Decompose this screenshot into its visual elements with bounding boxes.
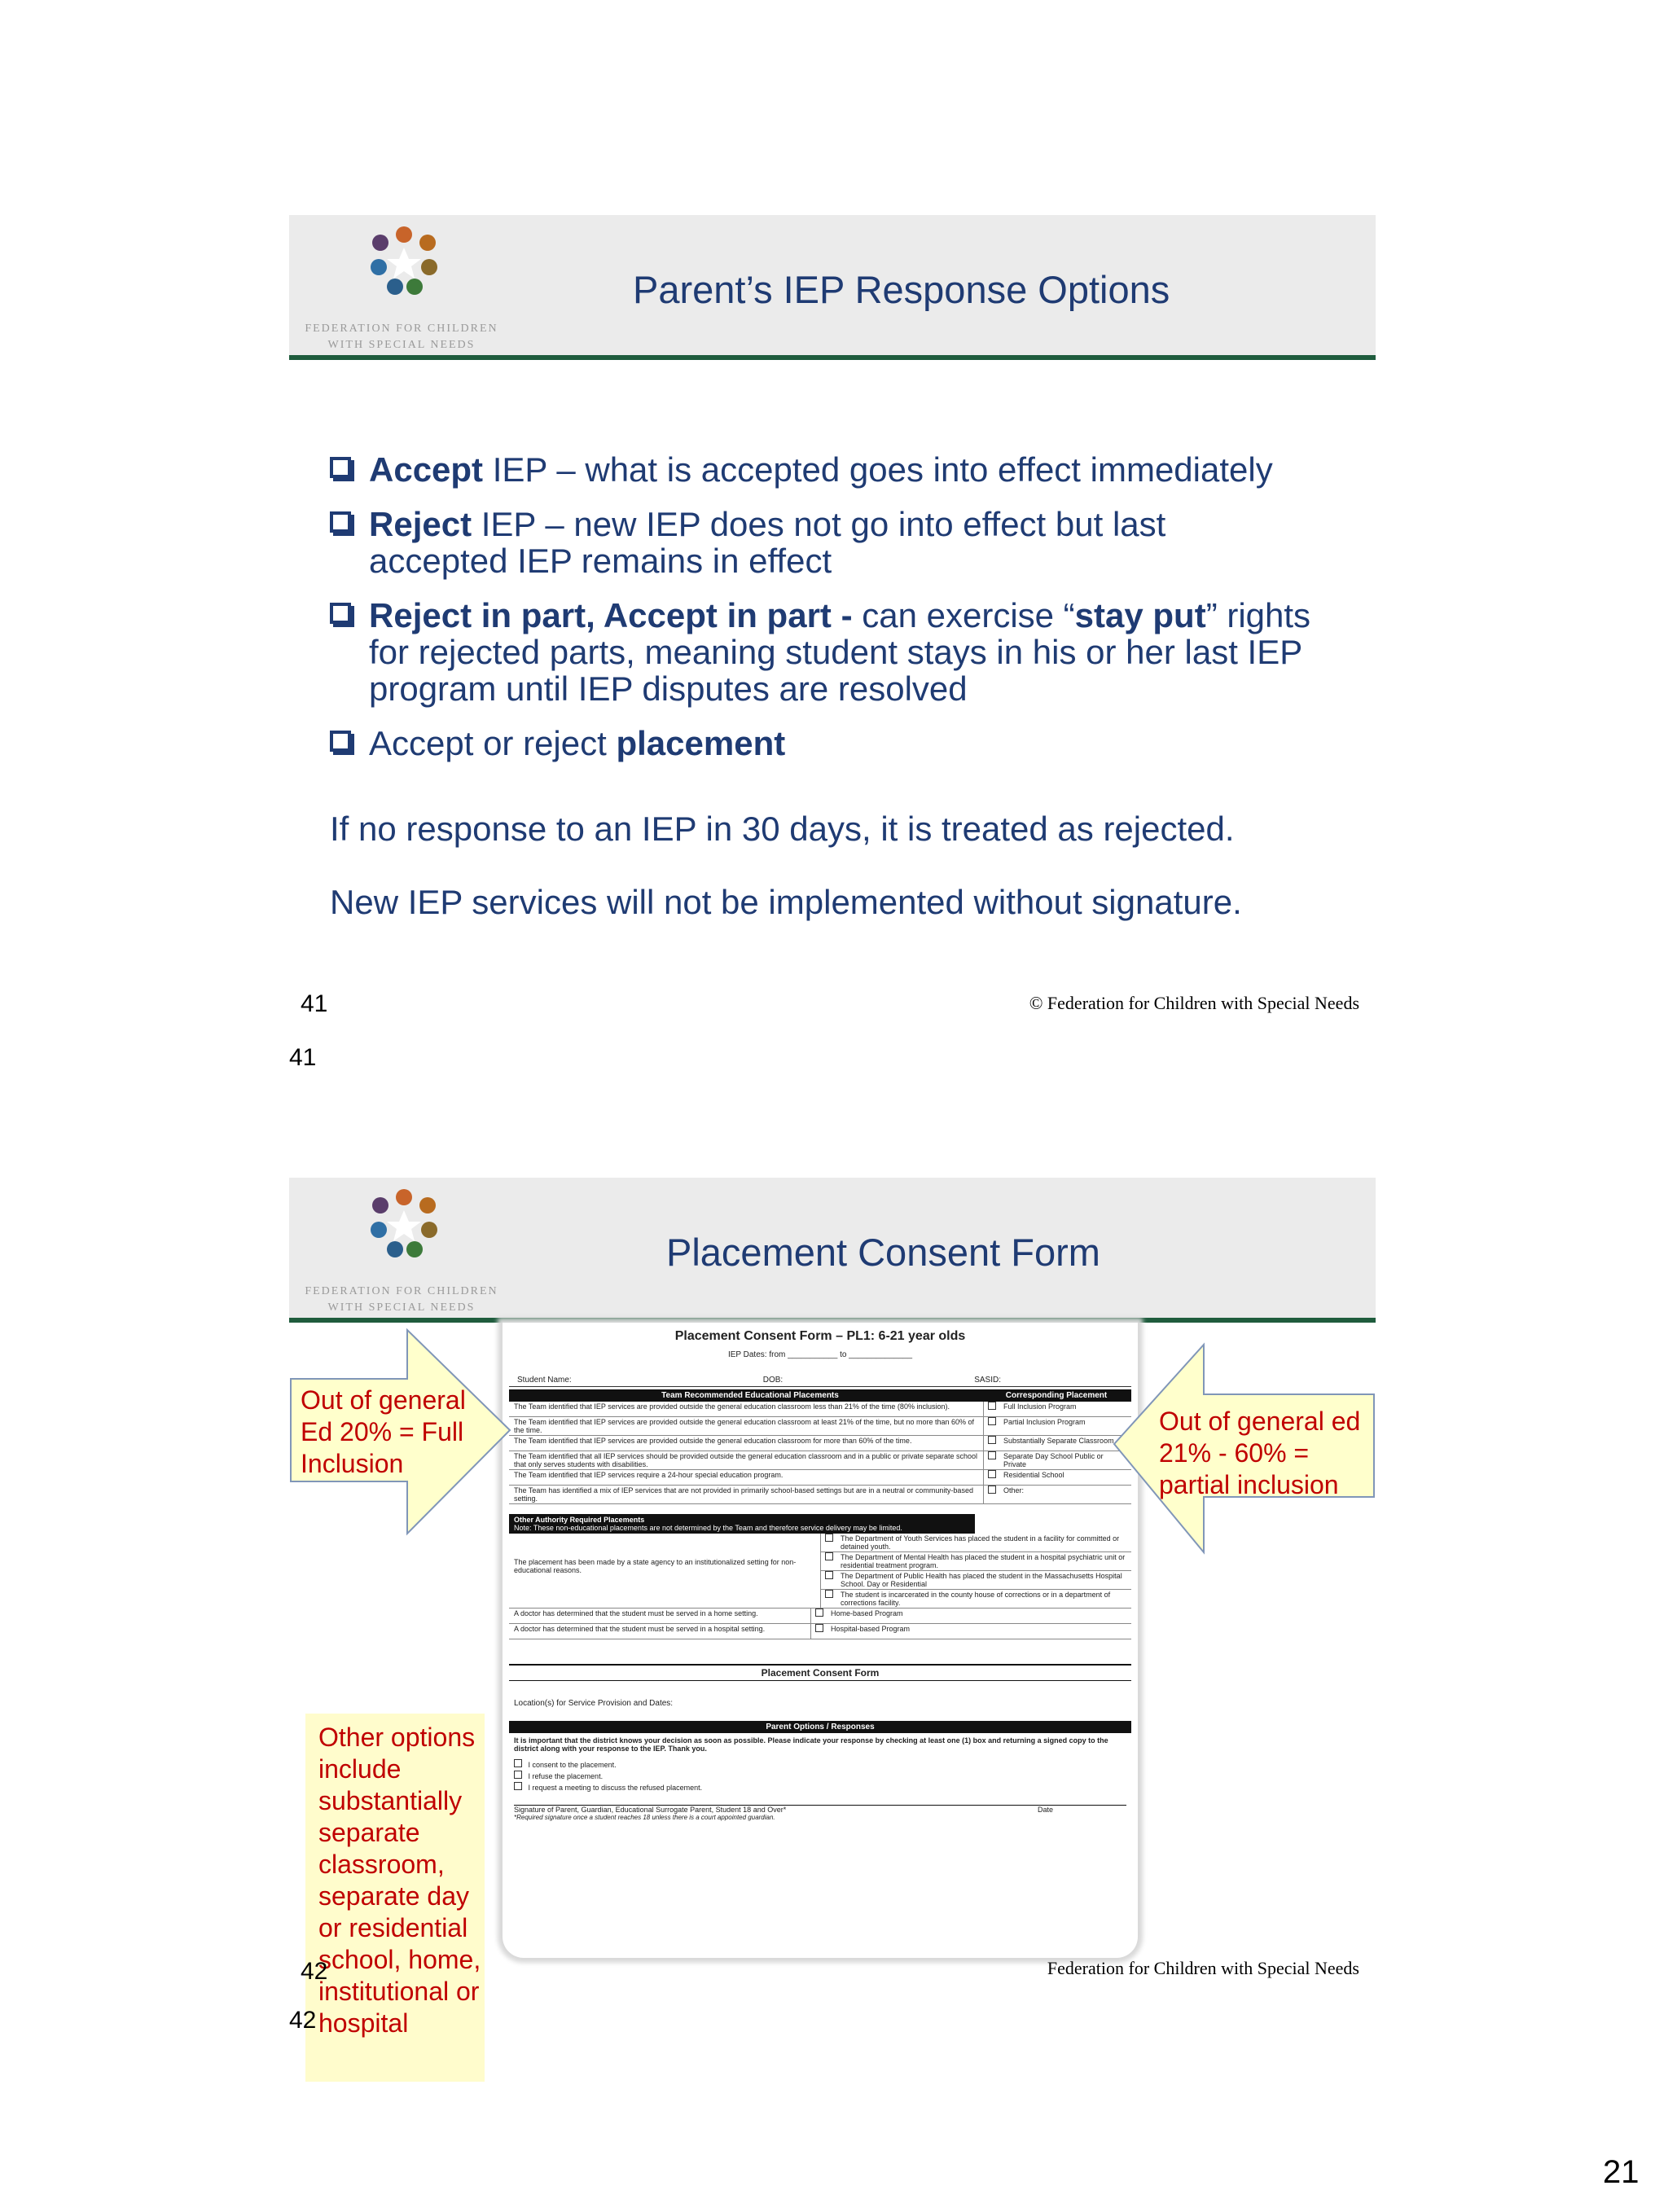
bullet-reject — [330, 506, 1265, 579]
form-team-table — [509, 1389, 1131, 1504]
slide-41 — [289, 215, 1376, 1086]
form-row-left: The Team has identified a mix of IEP services that are not provided in primarily school-based settings but are in a neutral or community-based setting. — [509, 1486, 984, 1503]
form-checkbox — [514, 1771, 522, 1779]
form-row — [509, 1402, 1131, 1417]
form-header-left: Team Recommended Educational Placements — [661, 1391, 839, 1400]
form-option — [514, 1782, 1126, 1793]
form-option-label: I refuse the placement. — [528, 1772, 604, 1780]
checkbox-bullet-icon — [330, 603, 351, 624]
slide-header-rule — [289, 355, 1376, 360]
bullet-text-cont: ” rights for rejected parts, meaning student stays in his or her last IEP program until IEP disputes are resolved — [369, 596, 1311, 708]
form-row — [509, 1470, 1131, 1486]
form-option — [514, 1759, 1126, 1771]
checkbox-bullet-icon — [330, 511, 351, 533]
form-option-label: I request a meeting to discuss the refused placement. — [528, 1784, 703, 1792]
slide-title: Parent’s IEP Response Options — [633, 268, 1170, 311]
form-signature-row — [514, 1805, 1126, 1814]
form-options — [514, 1759, 1126, 1793]
bullet-list — [330, 451, 1332, 779]
form-date-label: Date — [1037, 1806, 1053, 1814]
form-checkbox — [825, 1552, 833, 1560]
form-row — [509, 1609, 1131, 1624]
slide-number: 42 — [301, 1958, 328, 1985]
form-authority-title: Other Authority Required Placements — [514, 1516, 645, 1524]
slide-42 — [289, 1178, 1376, 2049]
form-option-label: I consent to the placement. — [528, 1761, 617, 1769]
form-row-right: Full Inclusion Program — [1003, 1402, 1077, 1411]
logo-text-line2: WITH SPECIAL NEEDS — [327, 339, 476, 351]
form-row-right: Separate Day School Public or Private — [1003, 1452, 1104, 1468]
form-checkbox — [514, 1782, 522, 1790]
form-row — [509, 1451, 1131, 1470]
form-row — [509, 1624, 1131, 1639]
form-row-left: The Team identified that IEP services are provided outside the general education classroom for more than 60% of the time. — [509, 1436, 984, 1451]
no-response-note: If no response to an IEP in 30 days, it is treated as rejected. — [330, 810, 1235, 848]
bullet-bold: Reject in part, Accept in part - — [369, 596, 853, 634]
placement-consent-form-image — [503, 1323, 1138, 1958]
callout-other-options: Other options include substantially separate classroom, separate day or residential school, home, institutional or hospital — [318, 1723, 481, 2038]
form-authority-table — [509, 1514, 1131, 1639]
form-row-right: Partial Inclusion Program — [1003, 1418, 1086, 1426]
bullet-text: IEP – what is accepted goes into effect immediately — [483, 450, 1273, 489]
federation-logo — [304, 225, 499, 351]
logo-text-line1: FEDERATION FOR CHILDREN — [305, 323, 498, 335]
form-row — [821, 1534, 1131, 1552]
copyright: Federation for Children with Special Needs — [1047, 1958, 1359, 1978]
callout-full-inclusion: Out of general Ed 20% = Full Inclusion — [301, 1385, 466, 1478]
form-row-left: A doctor has determined that the student must be served in a hospital setting. — [509, 1624, 811, 1639]
form-signature-note: *Required signature once a student reaches 18 unless there is a court appointed guardian. — [514, 1814, 775, 1821]
checkbox-bullet-icon — [330, 457, 351, 478]
bullet-bold: placement — [616, 724, 786, 762]
form-checkbox — [815, 1609, 823, 1617]
form-row-right: Residential School — [1003, 1471, 1064, 1479]
logo-text-line1: FEDERATION FOR CHILDREN — [305, 1285, 498, 1297]
form-checkbox — [988, 1486, 996, 1494]
bullet-bold-stay-put: stay put — [1074, 596, 1206, 634]
form-iep-dates: IEP Dates: from ___________ to ______________ — [727, 1350, 913, 1359]
form-row-left: A doctor has determined that the student must be served in a home setting. — [509, 1609, 811, 1623]
form-row-right: Other: — [1003, 1486, 1025, 1494]
form-checkbox — [988, 1470, 996, 1478]
form-row-right: Hospital-based Program — [831, 1625, 911, 1633]
form-row-right: Home-based Program — [831, 1609, 903, 1617]
bullet-reject-in-part — [330, 597, 1346, 707]
form-row-left: The Team identified that all IEP services should be provided outside the general education classroom and in a public or private separate school that only serves students with disabilities. — [509, 1451, 984, 1469]
form-checkbox — [988, 1402, 996, 1410]
form-row — [509, 1436, 1131, 1451]
form-dob: DOB: — [762, 1376, 784, 1385]
form-signature-label: Signature of Parent, Guardian, Educational Surrogate Parent, Student 18 and Over* — [514, 1806, 787, 1814]
form-checkbox — [825, 1590, 833, 1598]
form-row — [509, 1417, 1131, 1436]
form-agency-options — [821, 1534, 1131, 1608]
form-row — [509, 1486, 1131, 1504]
form-checkbox — [825, 1571, 833, 1579]
form-row-right: Substantially Separate Classroom — [1003, 1437, 1114, 1445]
form-row-left: The Team identified that IEP services are provided outside the general education classroom less than 21% of the time (80% inclusion). — [509, 1402, 984, 1416]
callout-partial-inclusion: Out of general ed 21% - 60% = partial inclusion — [1159, 1407, 1361, 1499]
form-row-left: The Team identified that IEP services are provided outside the general education classroom at least 21% of the time, but no more than 60% of the time. — [509, 1417, 984, 1435]
form-parent-header: Parent Options / Responses — [509, 1721, 1131, 1733]
form-row-right: The Department of Youth Services has placed the student in a facility for committed or detained youth. — [841, 1534, 1120, 1551]
form-consent-title: Placement Consent Form — [509, 1664, 1131, 1681]
slide-header — [289, 215, 1376, 355]
slide-header — [289, 1178, 1376, 1318]
page-number: 21 — [1603, 2154, 1639, 2190]
federation-logo — [304, 1187, 499, 1314]
form-team-header — [509, 1389, 1131, 1402]
form-row-left: The Team identified that IEP services require a 24-hour special education program. — [509, 1470, 984, 1485]
form-parent-note: It is important that the district knows your decision as soon as possible. Please indicate your response by checking at least one (1) box and returning a signed copy to the district along with your response to the IEP. Thank you. — [514, 1736, 1108, 1753]
form-checkbox — [988, 1417, 996, 1425]
bullet-bold: Reject — [369, 505, 472, 543]
form-title: Placement Consent Form – PL1: 6-21 year olds — [674, 1329, 966, 1343]
form-row — [821, 1590, 1131, 1608]
form-row-right: The student is incarcerated in the county house of corrections or in a department of corrections facility. — [841, 1591, 1111, 1607]
form-checkbox — [988, 1436, 996, 1444]
slide-number: 41 — [301, 990, 328, 1017]
form-row-right: The Department of Mental Health has placed the student in a hospital psychiatric unit or residential treatment program. — [841, 1553, 1126, 1569]
bullet-text: can exercise “ — [852, 596, 1075, 634]
form-checkbox — [514, 1759, 522, 1767]
bullet-bold: Accept — [369, 450, 484, 489]
form-agency-block — [509, 1534, 1131, 1609]
form-student-row — [509, 1359, 1131, 1387]
logo-text-line2: WITH SPECIAL NEEDS — [327, 1301, 476, 1314]
form-row — [821, 1571, 1131, 1590]
page-label-42: 42 — [289, 2007, 317, 2034]
bullet-text: Accept or reject — [369, 724, 617, 762]
form-checkbox — [988, 1451, 996, 1459]
copyright: © Federation for Children with Special Needs — [1029, 993, 1359, 1013]
form-checkbox — [825, 1534, 833, 1542]
form-row-right: The Department of Public Health has placed the student in the Massachusetts Hospital School. Day or Residential — [841, 1572, 1122, 1588]
signature-note: New IEP services will not be implemented without signature. — [330, 883, 1242, 921]
page-label-41: 41 — [289, 1044, 317, 1071]
bullet-placement — [330, 725, 1332, 761]
checkbox-bullet-icon — [330, 731, 351, 752]
form-authority-header — [509, 1514, 975, 1534]
form-option — [514, 1771, 1126, 1782]
slide-title: Placement Consent Form — [666, 1231, 1100, 1274]
heart-star-logo-icon — [367, 1187, 441, 1261]
form-row — [821, 1552, 1131, 1571]
form-header-right: Corresponding Placement — [1005, 1391, 1108, 1400]
form-location: Location(s) for Service Provision and Dates: — [514, 1699, 674, 1708]
bullet-text: IEP – new IEP does not go into effect but last accepted IEP remains in effect — [369, 505, 1166, 580]
other-options-box — [305, 1714, 485, 2082]
form-agency-left: The placement has been made by a state agency to an institutionalized setting for non-educational reasons. — [509, 1534, 821, 1608]
form-sasid: SASID: — [974, 1376, 1001, 1385]
heart-star-logo-icon — [367, 225, 441, 298]
bullet-accept — [330, 451, 1332, 488]
form-authority-note: Note: These non-educational placements are not determined by the Team and therefore service delivery may be limited. — [514, 1524, 902, 1532]
form-checkbox — [815, 1624, 823, 1632]
form-student-name: Student Name: — [517, 1376, 572, 1385]
